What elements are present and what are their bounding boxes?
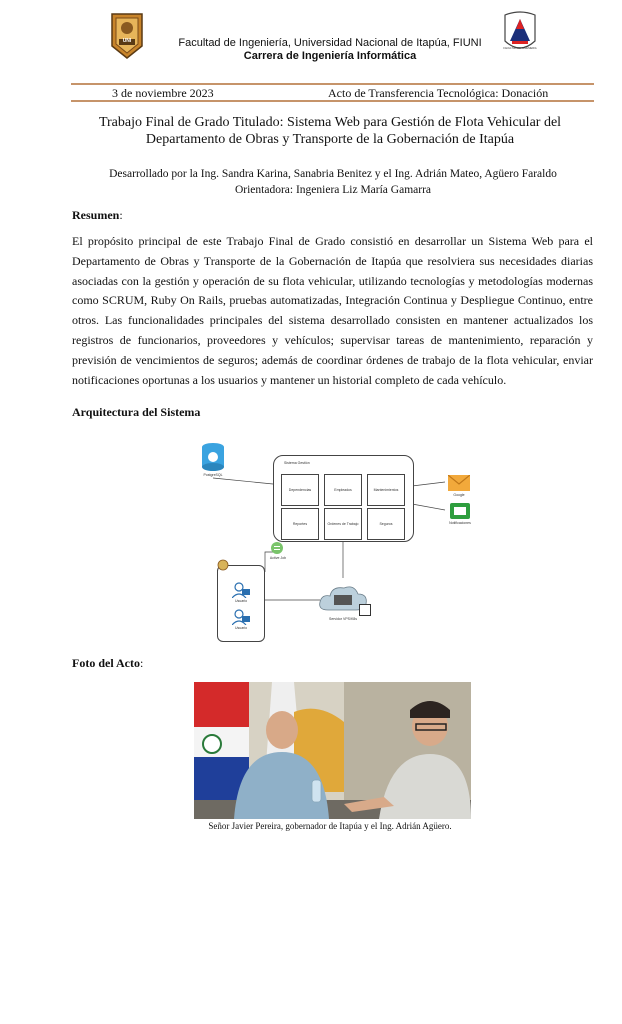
event-photo (194, 682, 471, 819)
career-name: Carrera de Ingeniería Informática (243, 50, 417, 62)
faculty-logo-text: FACULTAD DE INGENIERÍA (503, 47, 537, 50)
server-label: Servidor VPS/K8s (328, 617, 357, 621)
title-line-1: Trabajo Final de Grado Titulado: Sistema Web para Gestión de Flota Vehicular del (98, 115, 562, 130)
module-empleados-label: Empleados (334, 488, 352, 492)
mail-icon (448, 475, 470, 491)
module-empleados (324, 474, 362, 506)
user-icon (232, 609, 250, 625)
architecture-diagram (195, 440, 480, 645)
faculty-name: Facultad de Ingeniería, Universidad Nacional de Itapúa, FIUNI (178, 37, 482, 49)
notification-icon (450, 503, 470, 519)
user-icon (232, 582, 250, 598)
photo-caption: Señor Javier Pereira, gobernador de Itapúa y el Ing. Adrián Agüero. (208, 821, 452, 831)
module-reportes-label: Reportes (292, 522, 308, 526)
mail-label: Google (453, 493, 465, 497)
module-dependencias-label: Dependencias (288, 488, 312, 492)
event-type: Acto de Transferencia Tecnológica: Donación (328, 86, 549, 100)
module-mantenimientos (367, 474, 405, 506)
users-panel (217, 565, 265, 642)
university-logo (110, 12, 144, 60)
database-icon (200, 442, 226, 472)
summary-heading: Resumen: (72, 208, 123, 222)
photo-label: Foto del Acto (72, 656, 140, 670)
event-date: 3 de noviembre 2023 (112, 86, 214, 100)
user-label-2: Usuario (234, 626, 248, 630)
summary-body: El propósito principal de este Trabajo Final de Grado consistió en desarrollar un Sistema Web para el Departamento de Obras y Transporte de la Gobernación de Itapúa que resolviera sus necesidades diarias asociadas con la gestión y operación de su flota vehicular, utilizando tecnologías y metodologías modernas como SCRUM, Ruby On Rails, pruebas automatizadas, Integración Continua y Despliegue Continuo, entre otros. Las funcionalidades principales del sistema desarrollado consisten en mantener actualizados los registros de funcionarios, proveedores y vehículos; supervisar tareas de mantenimiento, reparación y previsión de vencimientos de seguros; además de coordinar órdenes de trabajo de la flota vehicular, enviar notificaciones oportunas a los usuarios y mantener un historial completo de cada vehículo. (72, 234, 593, 387)
top-rule (71, 83, 594, 85)
user-label-1: Usuario (234, 599, 248, 603)
photo-heading: Foto del Acto: (72, 656, 144, 670)
job-icon (270, 541, 284, 555)
advisor-line: Orientadora: Ingeniera Liz María Gamarra (234, 184, 432, 196)
university-logo-text: UNI (122, 38, 132, 44)
module-ordenes-label: Ordenes de Trabajo (327, 522, 359, 526)
authors-block (72, 166, 594, 198)
page-header (150, 37, 510, 63)
bottom-rule (71, 100, 594, 102)
authors-line: Desarrollado por la Ing. Sandra Karina, Sanabria Benitez y el Ing. Adrián Mateo, Agüero Faraldo (109, 168, 557, 180)
notification-label: Notificaciones (449, 521, 471, 525)
summary-label: Resumen (72, 208, 120, 222)
system-label: Sistema Gestión (284, 461, 310, 465)
module-seguros-label: Seguros (379, 522, 393, 526)
job-label: Active Job (269, 556, 287, 560)
module-seguros (367, 508, 405, 540)
module-reportes (281, 508, 319, 540)
database-label: PostgreSQL (203, 473, 223, 477)
module-ordenes (324, 508, 362, 540)
title-line-2: Departamento de Obras y Transporte de la Gobernación de Itapúa (145, 132, 515, 147)
architecture-heading: Arquitectura del Sistema (72, 405, 201, 419)
thesis-title (80, 114, 580, 148)
module-dependencias (281, 474, 319, 506)
system-container (273, 455, 414, 542)
gov-emblem-icon (217, 558, 229, 570)
k8s-icon (359, 604, 371, 616)
module-mantenimientos-label: Mantenimientos (373, 488, 399, 492)
